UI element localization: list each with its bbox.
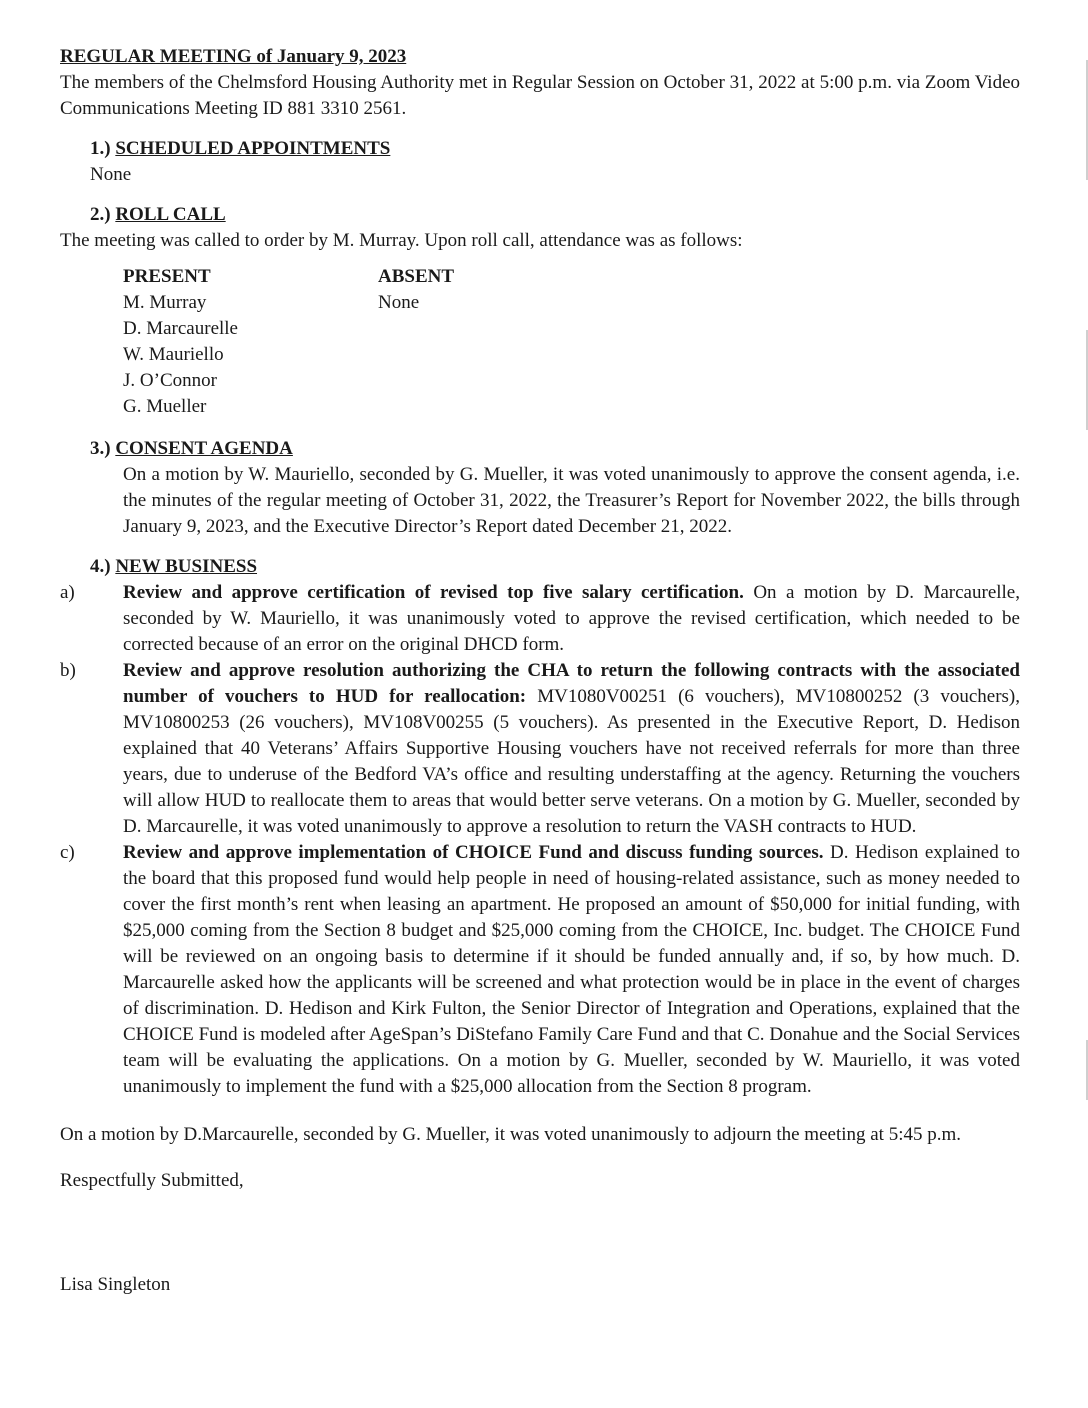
business-item-a [60,580,1020,658]
business-item-b [60,658,1020,840]
item-text: D. Hedison explained to the board that this proposed fund would help people in need of housing-related assistance, such as money needed to cover the first month’s rent when leasing an apartment. He proposed an amount of $50,000 for initial funding, with $25,000 coming from the Section 8 budget and $25,000 coming from the CHOICE, Inc. budget. The CHOICE Fund will be reviewed on an ongoing basis to determine if it should be funded annually and, if so, by how much. D. Marcaurelle asked how the applicants will be screened and what protection would be in place in the event of charges of discrimination. D. Hedison and Kirk Fulton, the Senior Director of Integration and Operations, explained that the CHOICE Fund is modeled after AgeSpan’s DiStefano Family Care Fund and that C. Donahue and the Social Services team will be evaluating the applications. On a motion by G. Mueller, seconded by W. Mauriello, it was voted unanimously to implement the fund with a $25,000 allocation from the Section 8 program. [123,842,1020,1097]
present-member: J. O’Connor [123,370,217,391]
item-text: On a motion by D. Marcaurelle, seconded by W. Mauriello, it was unanimously voted to approve the revised certification, which needed to be corrected because of an error on the original DHCD form. [123,582,1020,655]
section-3-body: On a motion by W. Mauriello, seconded by G. Mueller, it was voted unanimously to approve the consent agenda, i.e. the minutes of the regular meeting of October 31, 2022, the Treasurer’s Report for November 2022, the bills through January 9, 2023, and the Executive Director’s Report dated December 21, 2022. [123,464,1020,537]
intro-paragraph: The members of the Chelmsford Housing Authority met in Regular Session on October 31, 2022 at 5:00 p.m. via Zoom Video Communications Meeting ID 881 3310 2561. [60,72,1020,119]
section-2-title: 2.) ROLL CALL [90,204,226,225]
present-member: W. Mauriello [123,344,224,365]
adjourn-paragraph: On a motion by D.Marcaurelle, seconded by G. Mueller, it was voted unanimously to adjourn the meeting at 5:45 p.m. [60,1124,962,1145]
absent-member: None [378,292,420,313]
item-text: MV1080V00251 (6 vouchers), MV10800252 (3 vouchers), MV10800253 (26 vouchers), MV108V00255 (5 vouchers). As presented in the Executive Report, D. Hedison explained that 40 Veterans’ Affairs Supportive Housing vouchers have not received referrals for more than three years, due to underuse of the Bedford VA’s office and resulting understaffing at the agency. Returning the vouchers will allow HUD to reallocate them to areas that would better serve veterans. On a motion by G. Mueller, seconded by D. Marcaurelle, it was voted unanimously to approve a resolution to return the VASH contracts to HUD. [123,686,1020,837]
section-1-body: None [90,164,132,185]
business-item-c [60,840,1020,1100]
absent-column [378,264,454,420]
item-label: c) [60,842,75,863]
present-member: M. Murray [123,292,207,313]
signature-name: Lisa Singleton [60,1274,171,1295]
present-member: G. Mueller [123,396,207,417]
item-title: Review and approve resolution authorizing the CHA to return the following contracts with the associated number of vouchers to HUD for reallocation: [123,660,1020,707]
item-label: b) [60,660,76,681]
item-title: Review and approve certification of revised top five salary certification. [123,582,744,603]
roll-call-table [123,264,1020,420]
section-4-title: 4.) NEW BUSINESS [90,556,258,577]
closing-line: Respectfully Submitted, [60,1170,244,1191]
meeting-heading: REGULAR MEETING of January 9, 2023 [60,46,407,67]
minutes-page [60,44,1020,1298]
absent-label: ABSENT [378,266,455,287]
section-2-body: The meeting was called to order by M. Murray. Upon roll call, attendance was as follows: [60,230,743,251]
present-column [123,264,378,420]
item-title: Review and approve implementation of CHOICE Fund and discuss funding sources. [123,842,824,863]
section-1-title: 1.) SCHEDULED APPOINTMENTS [90,138,391,159]
section-3-title: 3.) CONSENT AGENDA [90,438,293,459]
present-member: D. Marcaurelle [123,318,238,339]
present-label: PRESENT [123,266,211,287]
item-label: a) [60,582,75,603]
